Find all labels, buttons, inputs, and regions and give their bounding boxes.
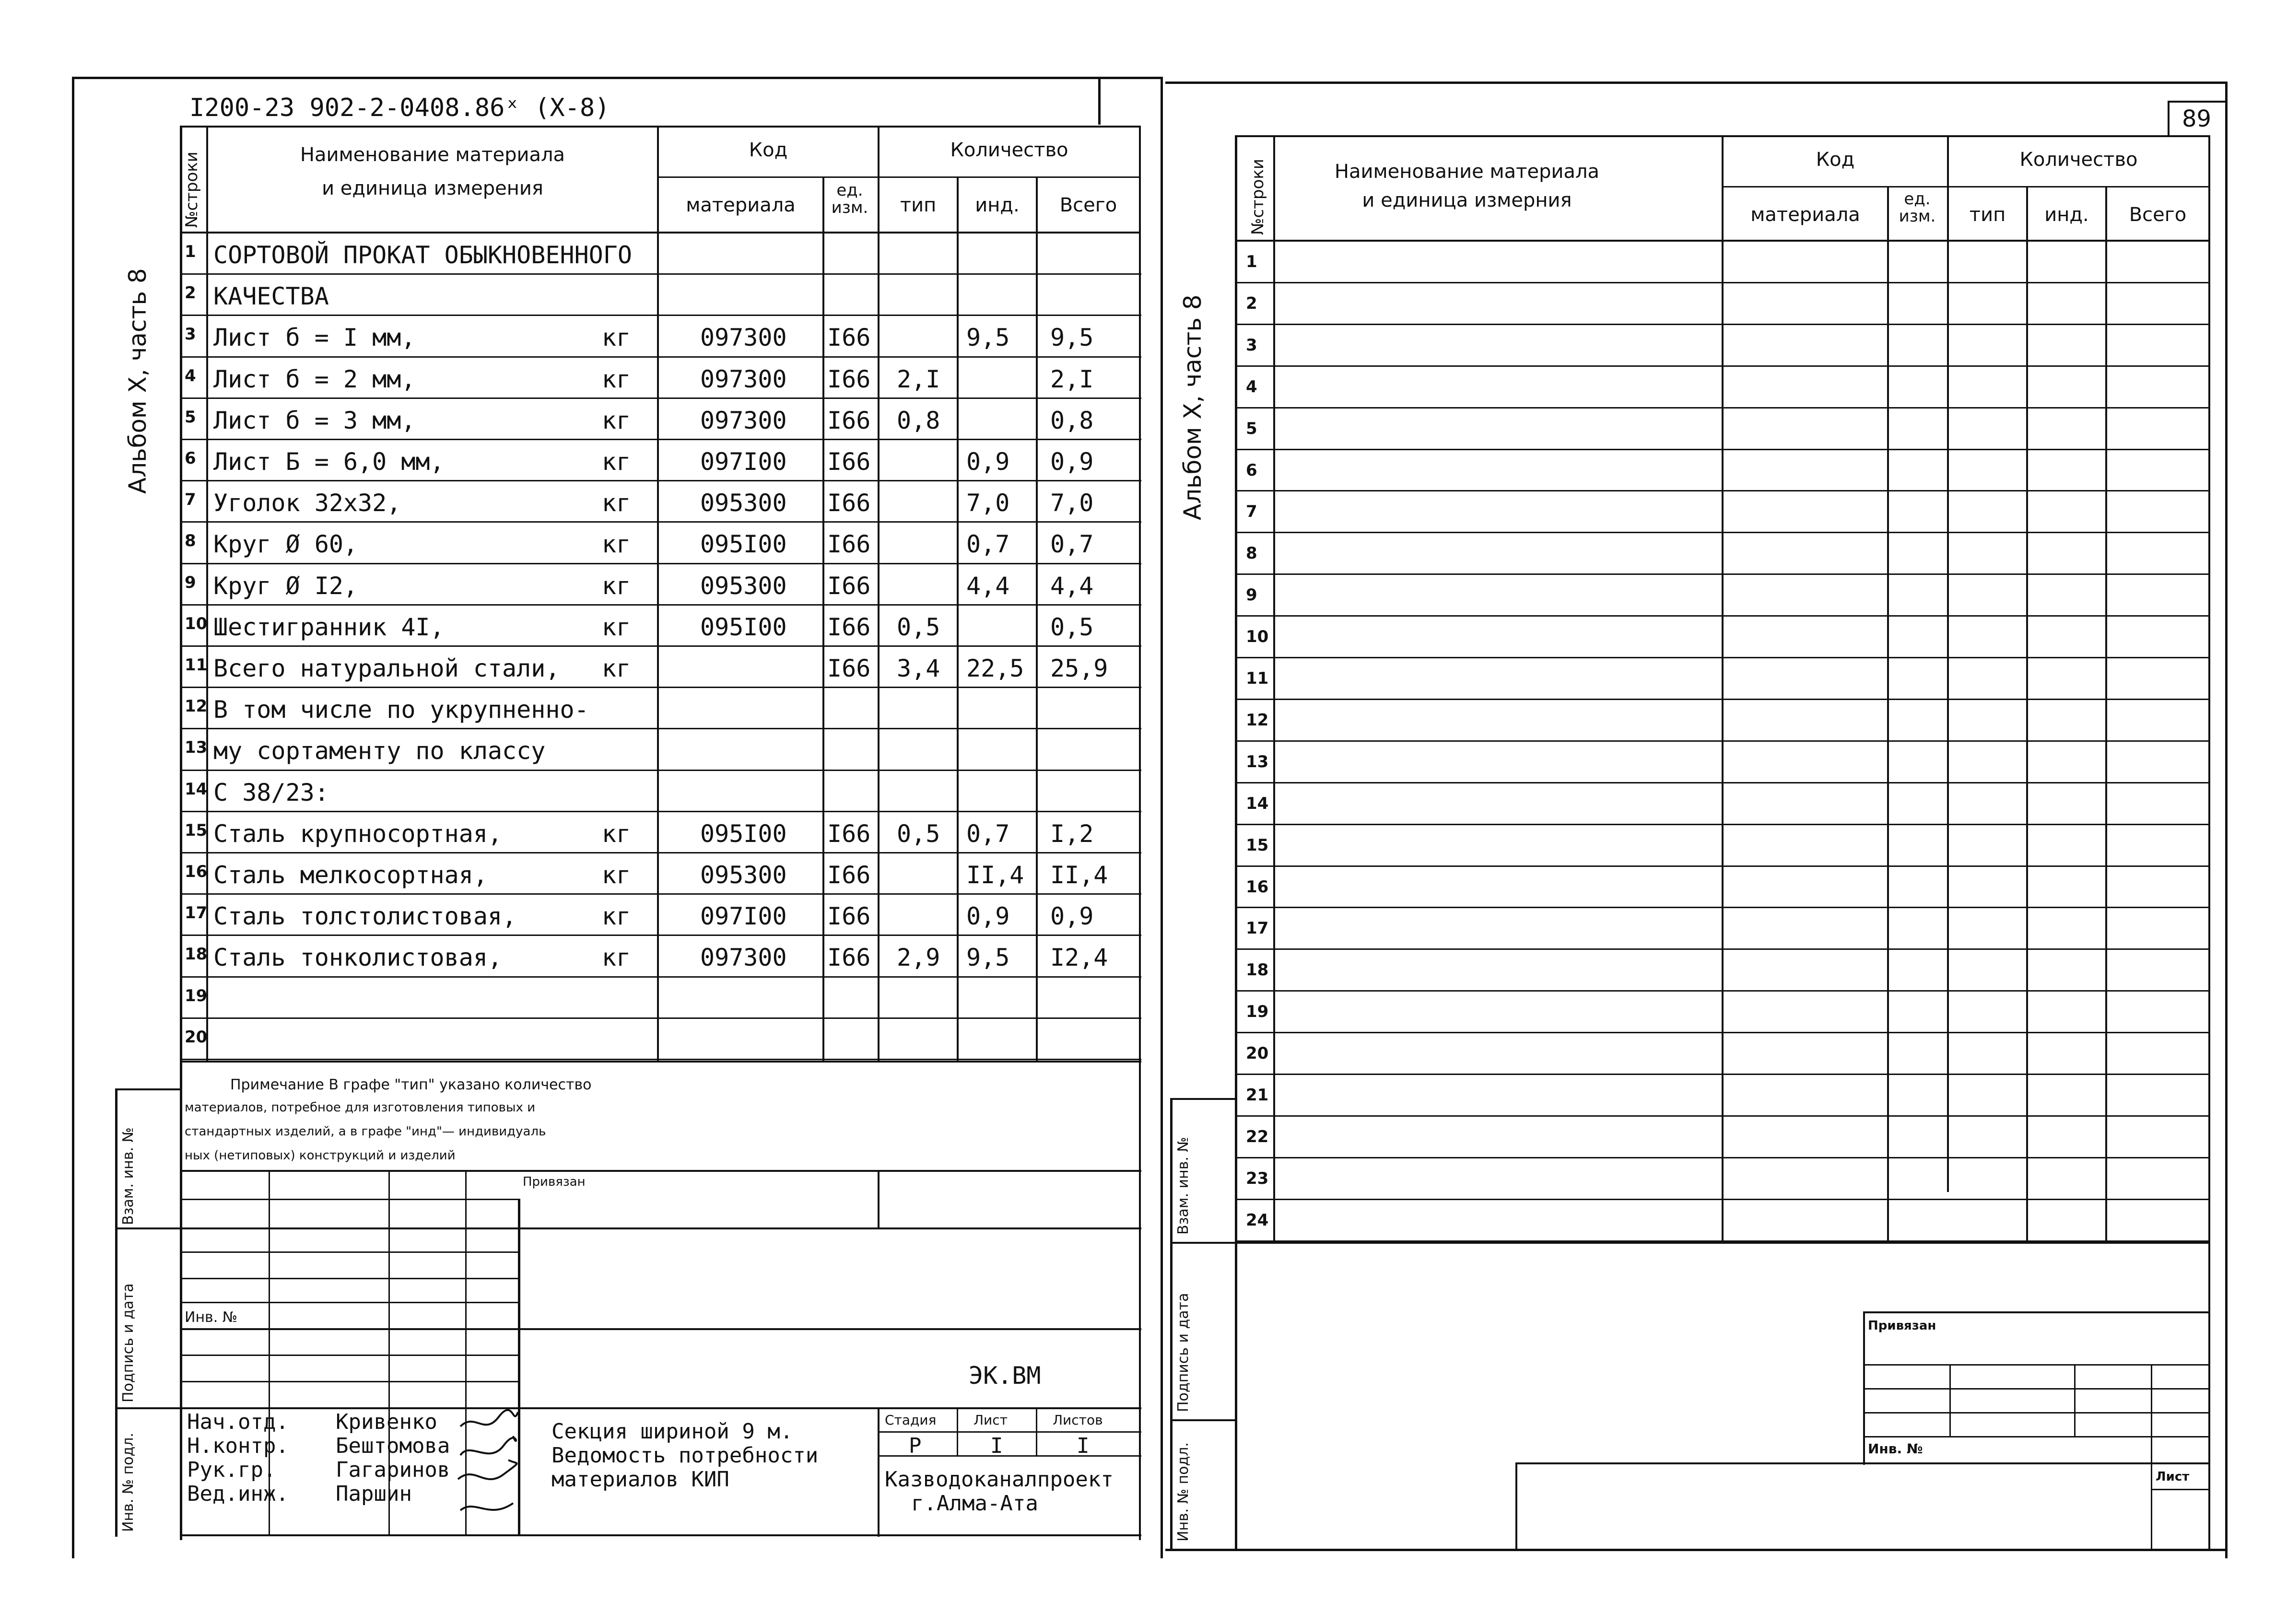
stage-header: Стадия xyxy=(885,1412,937,1428)
row-divider xyxy=(180,273,1141,275)
qty-total: 0,9 xyxy=(1050,902,1094,930)
material-name: КАЧЕСТВА xyxy=(213,282,329,310)
row-number: 8 xyxy=(185,531,196,550)
right-row-divider xyxy=(1235,615,2208,617)
unit-code: I66 xyxy=(827,530,871,558)
material-code: 097300 xyxy=(700,365,787,393)
right-row-number: 19 xyxy=(1246,1002,1269,1021)
right-row-number: 17 xyxy=(1246,919,1269,938)
right-row-no-header: №строки xyxy=(1248,159,1267,235)
right-row-divider xyxy=(1235,1074,2208,1075)
unit-label: кг xyxy=(602,365,631,393)
row-divider xyxy=(180,1017,1141,1019)
row-divider xyxy=(180,728,1141,729)
right-qty-type-header: тип xyxy=(1969,204,2006,226)
right-row-divider xyxy=(1235,282,2208,283)
right-row-number: 23 xyxy=(1246,1169,1269,1188)
row-divider xyxy=(180,563,1141,564)
right-row-divider xyxy=(1235,449,2208,450)
right-row-number: 22 xyxy=(1246,1127,1269,1146)
qty-ind: 9,5 xyxy=(966,324,1010,351)
qty-total: 25,9 xyxy=(1050,654,1108,682)
right-qty-total-header: Всего xyxy=(2129,204,2187,226)
right-row-number: 6 xyxy=(1246,461,1257,480)
row-divider xyxy=(180,397,1141,399)
right-code-header: Код xyxy=(1816,149,1855,171)
name-header-1: Наименование материала xyxy=(300,144,565,166)
right-row-number: 16 xyxy=(1246,877,1269,897)
unit-label: кг xyxy=(602,654,631,682)
right-row-number: 5 xyxy=(1246,419,1257,438)
row-divider xyxy=(180,1059,1141,1060)
signature-name: Бештомова xyxy=(336,1434,450,1458)
note-line-3: стандартных изделий, а в графе "инд"— индивидуаль xyxy=(185,1124,546,1139)
material-code: 095I00 xyxy=(700,613,787,641)
right-side-label-inv-podl: Инв. № подл. xyxy=(1175,1442,1192,1542)
qty-ind: 7,0 xyxy=(966,489,1010,517)
side-label-vzam: Взам. инв. № xyxy=(120,1127,137,1225)
signature-name: Паршин xyxy=(336,1482,412,1506)
unit-code: I66 xyxy=(827,654,871,682)
signature-role: Вед.инж. xyxy=(187,1482,289,1506)
row-number: 12 xyxy=(185,697,208,716)
row-number: 9 xyxy=(185,573,196,592)
signature-mark-2 xyxy=(460,1436,516,1455)
material-name: Уголок 32x32, xyxy=(213,489,401,517)
material-name: Лист б = 3 мм, xyxy=(213,407,416,434)
side-label-podpis: Подпись и дата xyxy=(120,1283,137,1402)
signature-role: Рук.гр. xyxy=(187,1458,276,1482)
signature-role: Н.контр. xyxy=(187,1434,289,1458)
qty-total: 4,4 xyxy=(1050,572,1094,600)
signature-mark-4 xyxy=(460,1503,513,1510)
material-code: 095I00 xyxy=(700,820,787,848)
row-divider xyxy=(180,480,1141,481)
right-row-divider xyxy=(1235,573,2208,575)
unit-code: I66 xyxy=(827,820,871,848)
right-row-divider xyxy=(1235,740,2208,742)
code-material-header: материала xyxy=(686,194,796,216)
signature-role: Нач.отд. xyxy=(187,1410,289,1434)
qty-total: 0,8 xyxy=(1050,407,1094,434)
note-line-2: материалов, потребное для изготовления типовых и xyxy=(185,1100,536,1115)
row-divider xyxy=(180,439,1141,440)
qty-type: 3,4 xyxy=(897,654,940,682)
signature-mark-3 xyxy=(458,1460,517,1479)
right-side-label-vzam: Взам. инв. № xyxy=(1175,1137,1192,1235)
unit-code: I66 xyxy=(827,861,871,889)
material-name: Шестигранник 4I, xyxy=(213,613,445,641)
right-row-divider xyxy=(1235,407,2208,409)
right-row-divider xyxy=(1235,1240,2208,1242)
right-row-divider xyxy=(1235,490,2208,491)
unit-code: I66 xyxy=(827,365,871,393)
qty-type: 0,5 xyxy=(897,820,940,848)
unit-label: кг xyxy=(602,448,631,476)
unit-code: I66 xyxy=(827,613,871,641)
doc-code: I200-23 902-2-0408.86ˣ (X-8) xyxy=(189,93,610,122)
row-divider xyxy=(180,935,1141,936)
row-number: 13 xyxy=(185,738,208,757)
right-privyazan-label: Привязан xyxy=(1868,1319,1936,1333)
material-name: В том числе по укрупненно- xyxy=(213,696,589,724)
stage-value: Р xyxy=(909,1434,922,1458)
row-divider xyxy=(180,315,1141,316)
material-name: Лист Б = 6,0 мм, xyxy=(213,448,445,476)
right-row-divider xyxy=(1235,1115,2208,1117)
row-number: 17 xyxy=(185,903,208,923)
org-line-1: Казводоканалпроект xyxy=(885,1467,1114,1492)
material-name: Круг Ø I2, xyxy=(213,572,358,600)
unit-code: I66 xyxy=(827,572,871,600)
qty-total: I,2 xyxy=(1050,820,1094,848)
row-number: 6 xyxy=(185,449,196,468)
qty-total: 2,I xyxy=(1050,365,1094,393)
row-number: 3 xyxy=(185,325,196,344)
qty-total: 0,9 xyxy=(1050,448,1094,476)
right-row-divider xyxy=(1235,865,2208,867)
sheet-header: Лист xyxy=(973,1412,1008,1428)
right-row-number: 8 xyxy=(1246,544,1257,563)
unit-label: кг xyxy=(602,407,631,434)
material-code: 095300 xyxy=(700,489,787,517)
qty-type-header: тип xyxy=(900,194,937,216)
qty-type: 2,9 xyxy=(897,944,940,971)
right-row-divider xyxy=(1235,699,2208,700)
row-number: 11 xyxy=(185,655,208,675)
row-divider xyxy=(180,976,1141,978)
right-row-divider xyxy=(1235,990,2208,992)
row-number: 16 xyxy=(185,862,208,881)
row-divider xyxy=(180,356,1141,358)
row-divider xyxy=(180,770,1141,771)
qty-ind-header: инд. xyxy=(975,194,1020,216)
material-name: Всего натуральной стали, xyxy=(213,654,560,682)
qty-ind: 0,9 xyxy=(966,902,1010,930)
material-code: 097300 xyxy=(700,944,787,971)
row-number: 19 xyxy=(185,986,208,1005)
row-divider xyxy=(180,893,1141,895)
code-unit-header: ед. изм. xyxy=(831,181,868,217)
row-number: 4 xyxy=(185,366,196,386)
sheet-value: I xyxy=(990,1434,1003,1458)
right-row-divider xyxy=(1235,1157,2208,1158)
row-number: 14 xyxy=(185,780,208,799)
title-line-2: Ведомость потребности xyxy=(551,1443,819,1468)
row-number: 2 xyxy=(185,283,196,303)
qty-ind: 0,7 xyxy=(966,820,1010,848)
right-row-number: 20 xyxy=(1246,1044,1269,1063)
material-name: Сталь тонколистовая, xyxy=(213,944,503,971)
right-row-divider xyxy=(1235,948,2208,950)
material-code: 095I00 xyxy=(700,530,787,558)
note-line-4: ных (нетиповых) конструкций и изделий xyxy=(185,1148,456,1163)
right-row-number: 21 xyxy=(1246,1086,1269,1105)
album-label: Альбом X, часть 8 xyxy=(124,268,152,494)
row-divider xyxy=(180,604,1141,606)
row-divider xyxy=(180,521,1141,523)
material-name: С 38/23: xyxy=(213,779,329,806)
right-album-label: Альбом X, часть 8 xyxy=(1179,294,1207,520)
title-line-3: материалов КИП xyxy=(551,1467,729,1492)
side-label-inv-podl: Инв. № подл. xyxy=(120,1433,137,1532)
right-row-number: 15 xyxy=(1246,836,1269,855)
right-row-number: 14 xyxy=(1246,794,1269,813)
material-code: 097I00 xyxy=(700,448,787,476)
unit-code: I66 xyxy=(827,489,871,517)
unit-label: кг xyxy=(602,613,631,641)
right-side-label-podpis: Подпись и дата xyxy=(1175,1293,1192,1412)
note-line-1: Примечание В графе "тип" указано количество xyxy=(230,1076,592,1093)
right-row-number: 12 xyxy=(1246,711,1269,730)
row-number: 18 xyxy=(185,945,208,964)
signature-mark-1 xyxy=(460,1410,518,1426)
unit-label: кг xyxy=(602,489,631,517)
doc-mark: ЭК.ВМ xyxy=(969,1362,1041,1390)
material-code: 095300 xyxy=(700,572,787,600)
material-name: Сталь мелкосортная, xyxy=(213,861,488,889)
signature-name: Гагаринов xyxy=(336,1458,450,1482)
unit-label: кг xyxy=(602,572,631,600)
code-header: Код xyxy=(749,139,788,161)
material-code: 095300 xyxy=(700,861,787,889)
row-number: 7 xyxy=(185,490,196,509)
qty-total-header: Всего xyxy=(1059,194,1117,216)
qty-type: 0,5 xyxy=(897,613,940,641)
right-row-number: 18 xyxy=(1246,960,1269,980)
inv-no-label: Инв. № xyxy=(185,1309,238,1326)
right-row-divider xyxy=(1235,532,2208,533)
material-name: Сталь крупносортная, xyxy=(213,820,503,848)
unit-code: I66 xyxy=(827,944,871,971)
unit-label: кг xyxy=(602,902,631,930)
org-line-2: г.Алма-Ата xyxy=(911,1491,1038,1516)
qty-type: 0,8 xyxy=(897,407,940,434)
quantity-header: Количество xyxy=(950,139,1068,161)
qty-total: 0,5 xyxy=(1050,613,1094,641)
qty-ind: 22,5 xyxy=(966,654,1024,682)
row-number: 20 xyxy=(185,1028,208,1047)
qty-ind: 0,9 xyxy=(966,448,1010,476)
unit-code: I66 xyxy=(827,407,871,434)
right-row-number: 4 xyxy=(1246,377,1257,397)
right-name-header-2: и единица измерния xyxy=(1362,189,1572,211)
right-row-divider xyxy=(1235,907,2208,908)
unit-label: кг xyxy=(602,944,631,971)
row-divider xyxy=(180,645,1141,647)
unit-code: I66 xyxy=(827,324,871,351)
unit-code: I66 xyxy=(827,448,871,476)
sheets-header: Листов xyxy=(1053,1412,1103,1428)
material-name: му сортаменту по классу xyxy=(213,737,546,765)
material-name: СОРТОВОЙ ПРОКАТ ОБЫКНОВЕННОГО xyxy=(213,241,632,269)
right-row-number: 7 xyxy=(1246,502,1257,521)
right-row-divider xyxy=(1235,365,2208,367)
row-number: 1 xyxy=(185,242,196,261)
right-row-number: 24 xyxy=(1246,1211,1269,1230)
right-code-unit-header: ед. изм. xyxy=(1899,189,1936,226)
material-code: 097I00 xyxy=(700,902,787,930)
right-row-divider xyxy=(1235,782,2208,783)
qty-ind: 0,7 xyxy=(966,530,1010,558)
row-number: 15 xyxy=(185,821,208,840)
qty-total: 9,5 xyxy=(1050,324,1094,351)
right-name-header-1: Наименование материала xyxy=(1334,161,1600,183)
material-name: Круг Ø 60, xyxy=(213,530,358,558)
row-divider xyxy=(180,687,1141,688)
row-number: 10 xyxy=(185,614,208,633)
right-list-label: Лист xyxy=(2156,1470,2190,1484)
qty-ind: 4,4 xyxy=(966,572,1010,600)
name-header-2: и единица измерения xyxy=(322,177,543,199)
right-row-divider xyxy=(1235,324,2208,325)
right-code-material-header: материала xyxy=(1750,204,1860,226)
right-row-divider xyxy=(1235,1032,2208,1033)
right-row-divider xyxy=(1235,824,2208,825)
row-divider xyxy=(180,811,1141,812)
qty-total: II,4 xyxy=(1050,861,1108,889)
row-number: 5 xyxy=(185,408,196,427)
row-no-header: №строки xyxy=(182,152,201,228)
right-inv-no-label: Инв. № xyxy=(1868,1441,1923,1457)
right-quantity-header: Количество xyxy=(2019,149,2138,171)
unit-label: кг xyxy=(602,861,631,889)
sheets-value: I xyxy=(1077,1434,1090,1458)
unit-label: кг xyxy=(602,820,631,848)
right-row-number: 13 xyxy=(1246,752,1269,771)
right-row-divider xyxy=(1235,1199,2208,1200)
right-row-divider xyxy=(1235,657,2208,658)
right-row-number: 11 xyxy=(1246,669,1269,688)
privyazan-label: Привязан xyxy=(523,1175,586,1189)
qty-ind: II,4 xyxy=(966,861,1024,889)
right-qty-ind-header: инд. xyxy=(2044,204,2089,226)
right-row-number: 2 xyxy=(1246,294,1257,313)
qty-type: 2,I xyxy=(897,365,940,393)
qty-total: I2,4 xyxy=(1050,944,1108,971)
material-name: Лист б = 2 мм, xyxy=(213,365,416,393)
right-row-number: 9 xyxy=(1246,585,1257,605)
material-name: Лист б = I мм, xyxy=(213,324,416,351)
qty-ind: 9,5 xyxy=(966,944,1010,971)
material-code: 097300 xyxy=(700,407,787,434)
row-divider xyxy=(180,852,1141,853)
material-name: Сталь толстолистовая, xyxy=(213,902,517,930)
unit-label: кг xyxy=(602,324,631,351)
right-row-number: 10 xyxy=(1246,627,1269,646)
title-line-1: Секция шириной 9 м. xyxy=(551,1419,793,1444)
unit-label: кг xyxy=(602,530,631,558)
signature-scribbles xyxy=(456,1407,523,1532)
signature-name: Кривенко xyxy=(336,1410,437,1434)
qty-total: 7,0 xyxy=(1050,489,1094,517)
right-row-number: 1 xyxy=(1246,252,1257,271)
page-number: 89 xyxy=(2182,105,2212,132)
right-row-number: 3 xyxy=(1246,336,1257,355)
qty-total: 0,7 xyxy=(1050,530,1094,558)
material-code: 097300 xyxy=(700,324,787,351)
unit-code: I66 xyxy=(827,902,871,930)
